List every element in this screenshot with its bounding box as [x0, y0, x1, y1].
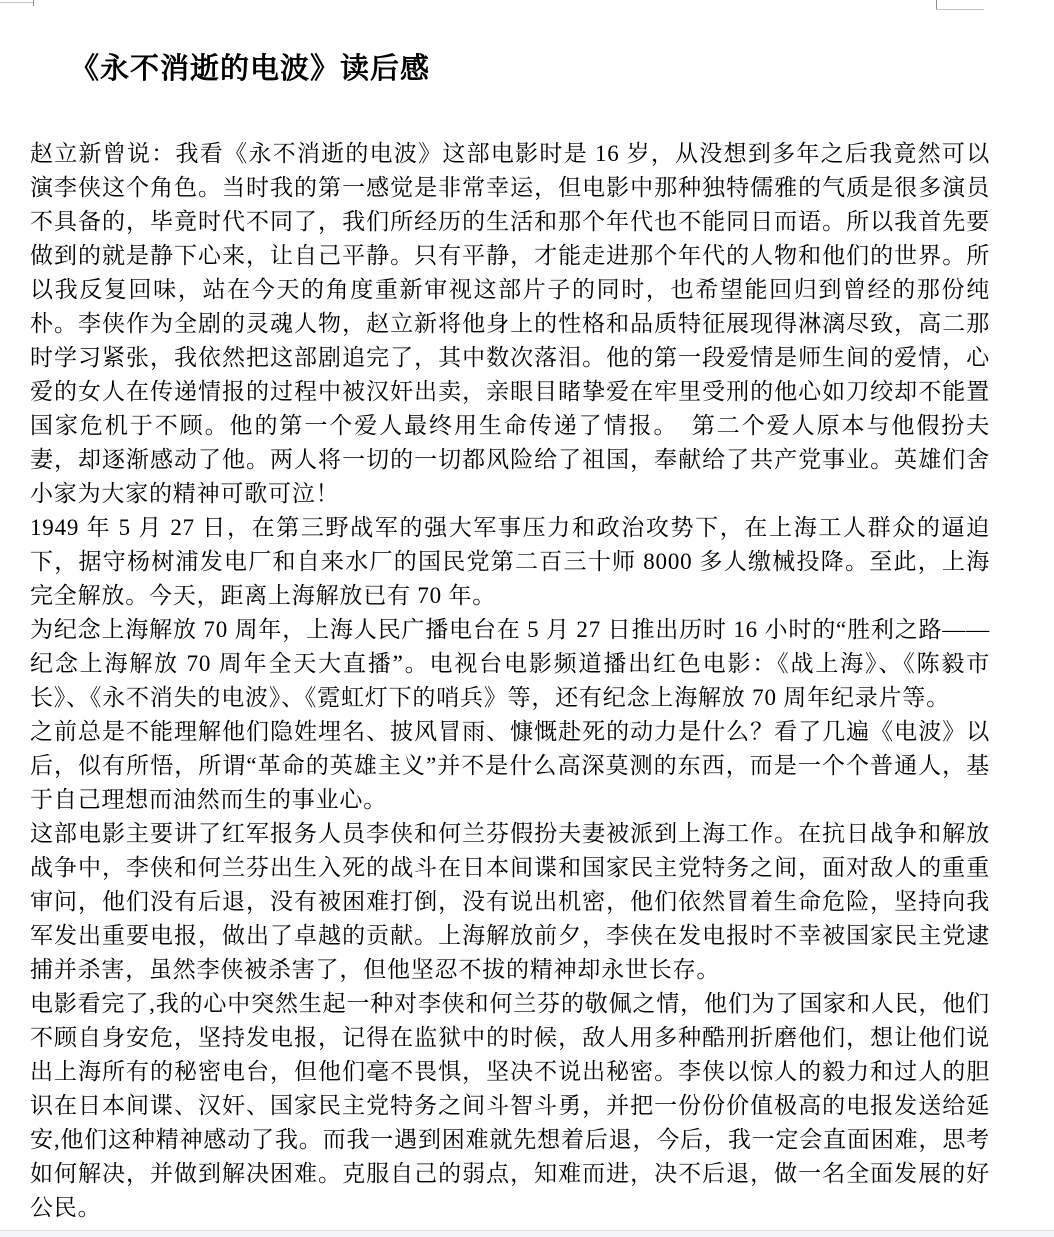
- body-paragraph: 之前总是不能理解他们隐姓埋名、披风冒雨、慷慨赴死的动力是什么？看了几遍《电波》以后，似有所悟，所谓“革命的英雄主义”并不是什么高深莫测的东西，而是一个个普通人，基于自己理想而油然而生的事业心。: [30, 719, 990, 812]
- body-paragraph: 赵立新曾说：我看《永不消逝的电波》这部电影时是 16 岁，从没想到多年之后我竟然可以演李侠这个角色。当时我的第一感觉是非常幸运，但电影中那种独特儒雅的气质是很多演员不具备的，毕竟时代不同了，我们所经历的生活和那个年代也不能同日而语。所以我首先要做到的就是静下心来，让自己平静。只有平静，才能走进那个年代的人物和他们的世界。所以我反复回味，站在今天的角度重新审视这部片子的同时，也希望能回归到曾经的那份纯朴。李侠作为全剧的灵魂人物，赵立新将他身上的性格和品质特征展现得淋漓尽致，高二那时学习紧张，我依然把这部剧追完了，其中数次落泪。他的第一段爱情是师生间的爱情，心爱的女人在传递情报的过程中被汉奸出卖，亲眼目睹挚爱在牢里受刑的他心如刀绞却不能置国家危机于不顾。他的第一个爱人最终用生命传递了情报。 第二个爱人原本与他假扮夫妻，却逐渐感动了他。两人将一切的一切都风险给了祖国，奉献给了共产党事业。英雄们舍小家为大家的精神可歌可泣！: [30, 141, 990, 506]
- text-boundary-mark-top-left-horizontal: [0, 2, 34, 3]
- window-bottom-strip: [0, 1230, 1054, 1237]
- text-boundary-mark-top-right-horizontal: [936, 9, 984, 10]
- body-paragraph: 为纪念上海解放 70 周年，上海人民广播电台在 5 月 27 日推出历时 16 小时的“胜利之路——纪念上海解放 70 周年全天大直播”。电视台电影频道播出红色电影：《战上海》、《陈毅市长》、《永不消失的电波》、《霓虹灯下的哨兵》等，还有纪念上海解放 70 周年纪录片等。: [30, 617, 990, 710]
- body-paragraph: 电影看完了,我的心中突然生起一种对李侠和何兰芬的敬佩之情，他们为了国家和人民，他们不顾自身安危，坚持发电报，记得在监狱中的时候，敌人用多种酷刑折磨他们，想让他们说出上海所有的秘密电台，但他们毫不畏惧，坚决不说出秘密。李侠以惊人的毅力和过人的胆识在日本间谍、汉奸、国家民主党特务之间斗智斗勇，并把一份份价值极高的电报发送给延安,他们这种精神感动了我。而我一遇到困难就先想着后退，今后，我一定会直面困难，思考如何解决，并做到解决困难。克服自己的弱点，知难而进，决不后退，做一名全面发展的好公民。: [30, 991, 990, 1220]
- text-boundary-mark-top-left-vertical: [33, 0, 34, 6]
- body-paragraph: 这部电影主要讲了红军报务人员李侠和何兰芬假扮夫妻被派到上海工作。在抗日战争和解放战争中，李侠和何兰芬出生入死的战斗在日本间谍和国家民主党特务之间，面对敌人的重重审问，他们没有后退，没有被困难打倒，没有说出机密，他们依然冒着生命危险，坚持向我军发出重要电报，做出了卓越的贡献。上海解放前夕，李侠在发电报时不幸被国家民主党逮捕并杀害，虽然李侠被杀害了，但他坚忍不拔的精神却永世长存。: [30, 821, 990, 982]
- document-body[interactable]: [30, 137, 990, 1225]
- body-paragraph: 1949 年 5 月 27 日，在第三野战军的强大军事压力和政治攻势下，在上海工人群众的逼迫下，据守杨树浦发电厂和自来水厂的国民党第二百三十师 8000 多人缴械投降。至此，上海完全解放。今天，距离上海解放已有 70 年。: [30, 515, 990, 608]
- document-title: 《永不消逝的电波》读后感: [70, 53, 431, 85]
